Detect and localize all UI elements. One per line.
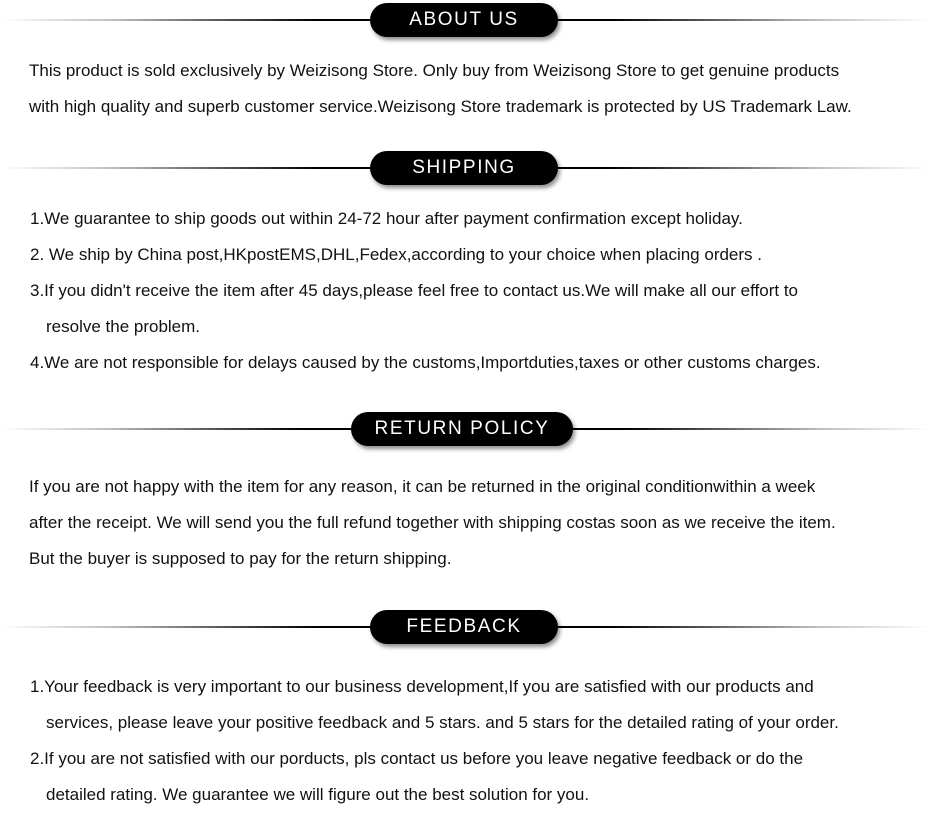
divider-right (556, 167, 930, 169)
return-line: If you are not happy with the item for any reason, it can be returned in the original conditionwithin a week (29, 477, 816, 496)
about-us-text (29, 53, 919, 125)
shipping-line: 2. We ship by China post,HKpostEMS,DHL,Fedex,according to your choice when placing orders . (30, 245, 762, 264)
return-policy-title: RETURN POLICY (351, 412, 573, 446)
shipping-line: 1.We guarantee to ship goods out within 24-72 hour after payment confirmation except holiday. (30, 209, 743, 228)
about-us-header (0, 2, 930, 38)
about-line: with high quality and superb customer service.Weizisong Store trademark is protected by US Trademark Law. (29, 97, 852, 116)
feedback-list (30, 669, 920, 813)
shipping-list (30, 201, 920, 381)
shipping-line: 4.We are not responsible for delays caused by the customs,Importduties,taxes or other customs charges. (30, 353, 821, 372)
shipping-line-continued: resolve the problem. (46, 317, 201, 336)
feedback-line-continued: services, please leave your positive feedback and 5 stars. and 5 stars for the detailed rating of your order. (46, 713, 839, 732)
return-policy-text (29, 469, 919, 577)
divider-right (556, 19, 930, 21)
feedback-title: FEEDBACK (370, 610, 558, 644)
shipping-item-1 (30, 201, 920, 237)
feedback-item-2 (30, 741, 920, 813)
shipping-header (0, 150, 930, 186)
divider-left (0, 626, 372, 628)
shipping-item-2 (30, 237, 920, 273)
about-us-title: ABOUT US (370, 3, 558, 37)
divider-left (0, 428, 353, 430)
return-policy-header (0, 411, 930, 447)
divider-left (0, 167, 372, 169)
shipping-line: 3.If you didn't receive the item after 45 days,please feel free to contact us.We will make all our effort to (30, 281, 799, 300)
divider-right (556, 626, 930, 628)
return-line: after the receipt. We will send you the full refund together with shipping costas soon as we receive the item. (29, 513, 836, 532)
feedback-line: 2.If you are not satisfied with our porducts, pls contact us before you leave negative feedback or do the (30, 749, 804, 768)
feedback-header (0, 609, 930, 645)
divider-left (0, 19, 372, 21)
divider-right (571, 428, 930, 430)
feedback-item-1 (30, 669, 920, 741)
shipping-title: SHIPPING (370, 151, 558, 185)
return-line: But the buyer is supposed to pay for the return shipping. (29, 549, 452, 568)
shipping-item-3 (30, 273, 920, 345)
feedback-line: 1.Your feedback is very important to our business development,If you are satisfied with our products and (30, 677, 814, 696)
shipping-item-4 (30, 345, 920, 381)
feedback-line-continued: detailed rating. We guarantee we will figure out the best solution for you. (46, 785, 590, 804)
about-line: This product is sold exclusively by Weizisong Store. Only buy from Weizisong Store to get genuine products (29, 61, 840, 80)
